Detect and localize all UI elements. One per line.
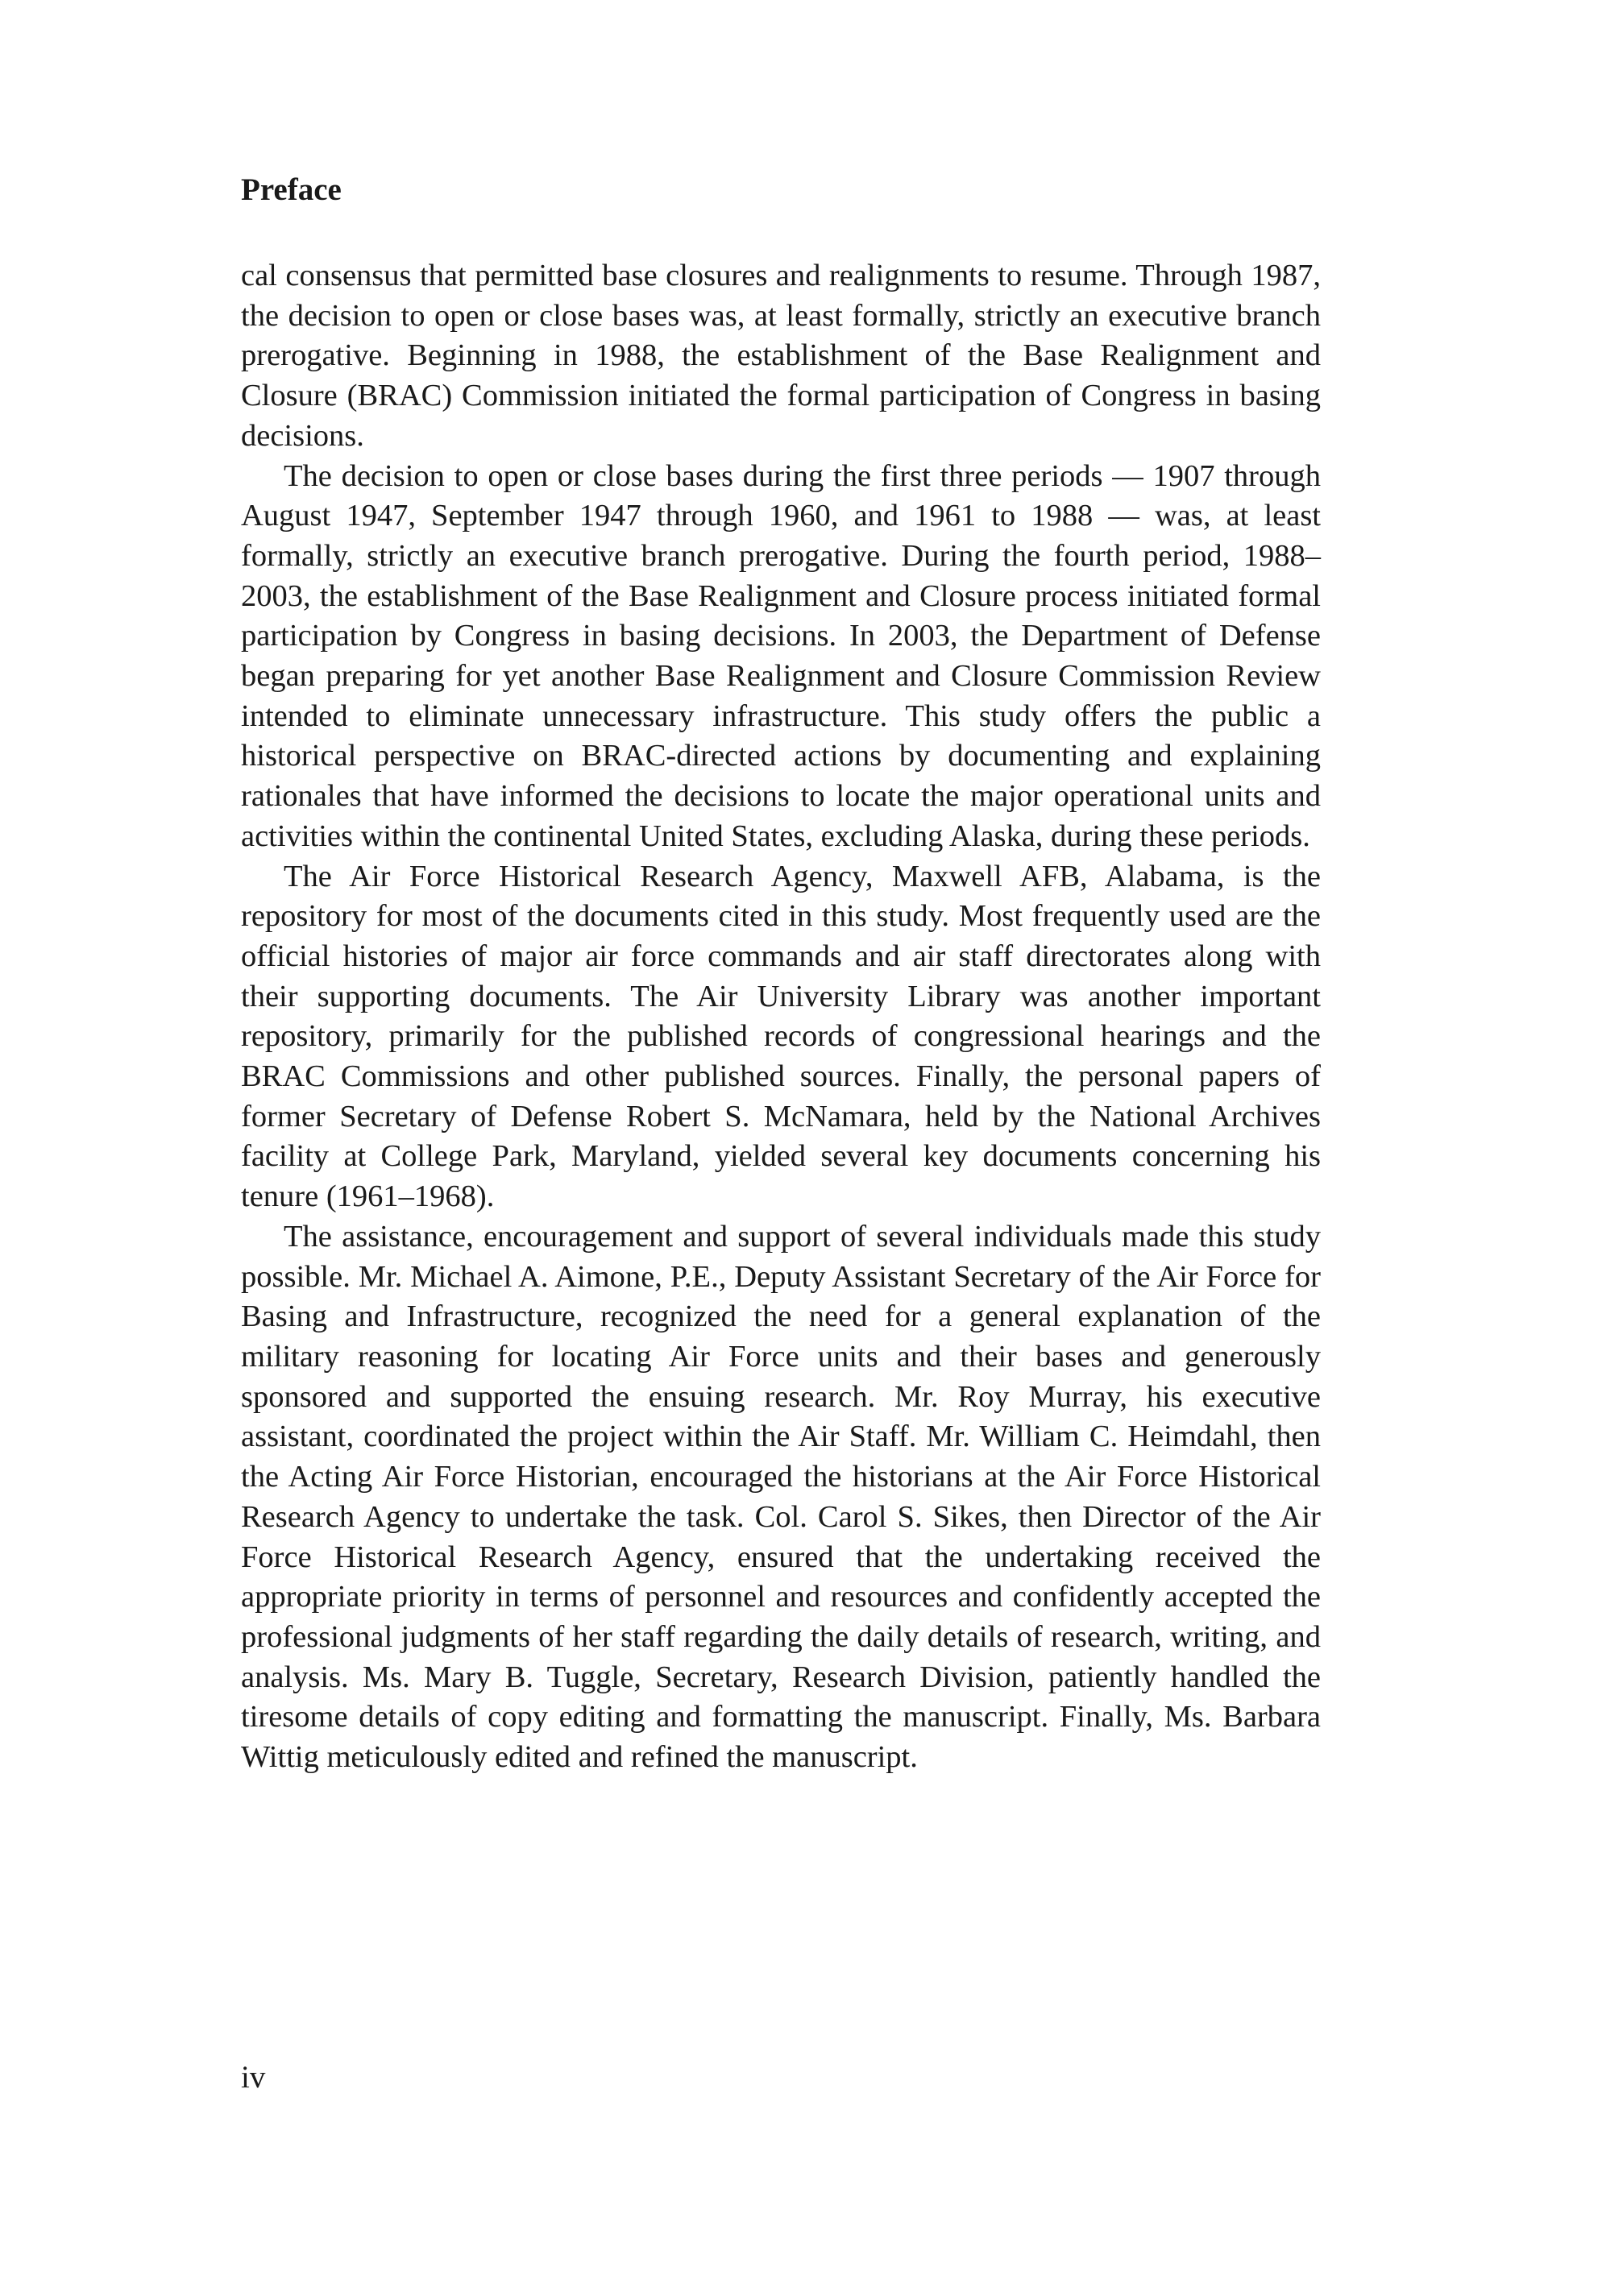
running-head: Preface (241, 172, 342, 207)
paragraph-sources: The Air Force Historical Research Agency, Maxwell AFB, Alabama, is the repository for most of the documents cited in this study. Most frequently used are the official histories of major air force commands and air staff directorates along with their supporting documents. The Air University Library was another important repository, primarily for the published records of congressional hearings and the BRAC Commissions and other published sources. Finally, the personal papers of former Secretary of Defense Robert S. McNamara, held by the National Archives facility at College Park, Maryland, yielded several key documents concerning his tenure (1961–1968). (241, 859, 1321, 1214)
paragraph-basing-periods: The decision to open or close bases during the first three periods — 1907 through August 1947, September 1947 through 1960, and 1961 to 1988 — was, at least formally, strictly an executive branch prerogative. During the fourth period, 1988–2003, the establishment of the Base Realignment and Closure process initiated formal participation by Congress in basing decisions. In 2003, the Department of Defense began preparing for yet another Base Realignment and Closure Commission Review intended to eliminate unnecessary infrastructure. This study offers the public a historical perspective on BRAC-directed actions by documenting and explaining rationales that have informed the decisions to locate the major operational units and activities within the continental United States, excluding Alaska, during these periods. (241, 458, 1321, 853)
body-text (241, 256, 1321, 1778)
paragraph-continued: cal consensus that permitted base closures and realignments to resume. Through 1987, the decision to open or close bases was, at least formally, strictly an executive branch prerogative. Beginning in 1988, the establishment of the Base Realignment and Closure (BRAC) Commission initiated the formal participation of Congress in basing decisions. (241, 259, 1321, 453)
page-number: iv (241, 2060, 266, 2095)
paragraph-acknowledgments: The assistance, encouragement and support of several individuals made this study possible. Mr. Michael A. Aimone, P.E., Deputy Assistant Secretary of the Air Force for Basing and Infrastructure, recognized the need for a general explanation of the military reasoning for locating Air Force units and their bases and generously sponsored and supported the ensuing research. Mr. Roy Murray, his executive assistant, coordinated the project within the Air Staff. Mr. William C. Heimdahl, then the Acting Air Force Historian, encouraged the historians at the Air Force Historical Research Agency to undertake the task. Col. Carol S. Sikes, then Director of the Air Force Historical Research Agency, ensured that the undertaking received the appropriate priority in terms of personnel and resources and confidently accepted the professional judgments of her staff regarding the daily details of research, writing, and analysis. Ms. Mary B. Tuggle, Secretary, Research Division, patiently handled the tiresome details of copy editing and formatting the manuscript. Finally, Ms. Barbara Wittig meticulously edited and refined the manuscript. (241, 1219, 1321, 1775)
